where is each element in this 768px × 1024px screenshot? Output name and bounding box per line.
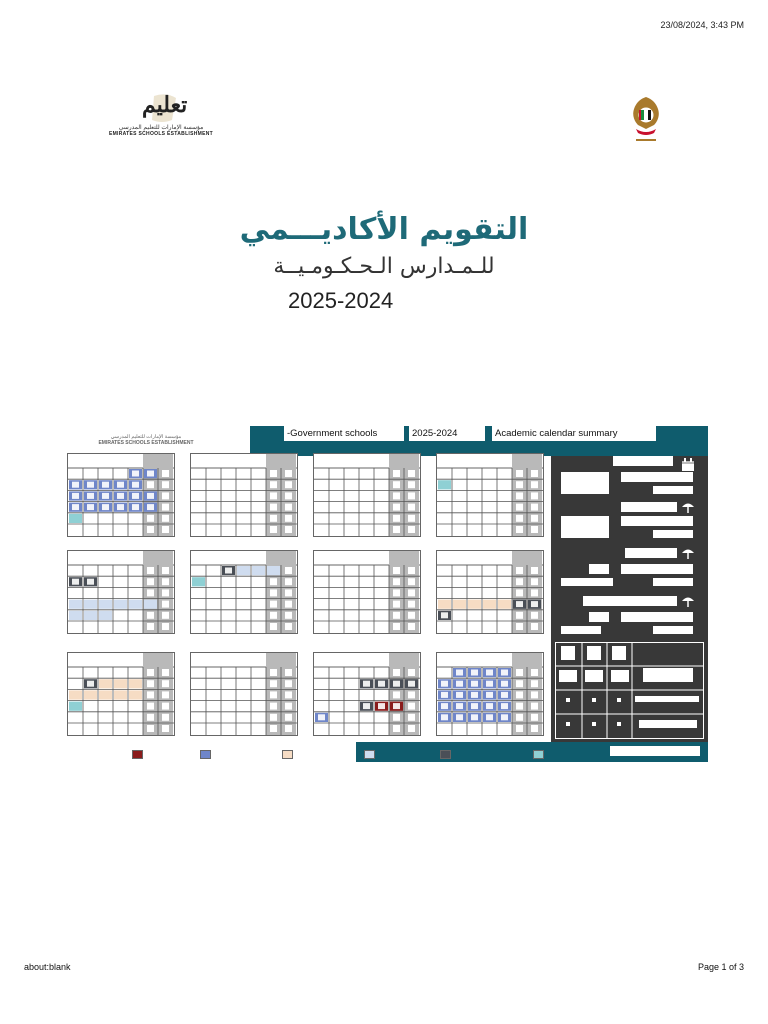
summary-grid — [555, 642, 705, 742]
side-field — [625, 548, 677, 558]
side-field — [561, 626, 601, 634]
side-field — [621, 612, 693, 622]
cover-year: 2025-2024 — [288, 288, 394, 313]
calendar-icon — [681, 458, 695, 472]
side-field — [621, 472, 693, 482]
beach-umbrella-icon — [681, 546, 695, 560]
side-field — [653, 578, 693, 586]
legend-swatch — [132, 750, 143, 759]
emirates-schools-logo — [106, 92, 216, 140]
month-grid — [436, 550, 544, 634]
side-field — [583, 596, 677, 606]
logo-arabic-name: مؤسسة الإمارات للتعليم المدرسي — [118, 125, 204, 131]
legend-swatch — [364, 750, 375, 759]
month-grid — [313, 453, 421, 537]
side-field — [653, 626, 693, 634]
summary-side-panel — [551, 456, 708, 762]
calendar-bottom-bar — [356, 742, 708, 762]
uae-emblem-icon — [628, 95, 664, 143]
side-field — [653, 530, 693, 538]
month-grid — [190, 550, 298, 634]
side-field — [589, 612, 609, 622]
calendar-logo-text: مؤسسة الإمارات للتعليم المدرسي EMIRATES SCHOOLS ESTABLISHMENT — [98, 434, 194, 446]
side-field — [610, 746, 700, 756]
uae-emblem — [628, 95, 664, 143]
beach-umbrella-icon — [681, 594, 695, 608]
legend-swatch — [440, 750, 451, 759]
label-summary: Academic calendar summary — [492, 426, 656, 441]
month-grid — [190, 652, 298, 736]
side-field — [561, 578, 613, 586]
cover-subtitle: للـمـدارس الـحـكـومـيــة — [273, 254, 495, 279]
month-grid — [313, 550, 421, 634]
print-page-number: Page 1 of 3 — [697, 962, 744, 972]
label-government-schools: -Government schools — [284, 426, 404, 441]
month-grid — [313, 652, 421, 736]
cover-title: التقويم الأكاديـــمي — [239, 212, 529, 247]
month-grid — [67, 652, 175, 736]
academic-calendar-summary — [56, 420, 708, 764]
month-grid — [67, 453, 175, 537]
logo-arabic-mark: تعليم — [142, 92, 188, 118]
month-grid — [436, 652, 544, 736]
label-year: 2025-2024 — [409, 426, 485, 441]
side-field — [561, 516, 609, 538]
logo-english-name: EMIRATES SCHOOLS ESTABLISHMENT — [108, 131, 214, 137]
legend-swatch — [282, 750, 293, 759]
legend-swatch — [200, 750, 211, 759]
month-grid — [190, 453, 298, 537]
month-grid — [436, 453, 544, 537]
month-grid — [67, 550, 175, 634]
side-field — [621, 516, 693, 526]
print-url: about:blank — [24, 962, 71, 972]
side-field — [589, 564, 609, 574]
legend-swatch — [533, 750, 544, 759]
print-datetime: 23/08/2024, 3:43 PM — [660, 20, 744, 30]
side-field — [653, 486, 693, 494]
side-field — [621, 502, 677, 512]
side-field — [561, 472, 609, 494]
beach-umbrella-icon — [681, 500, 695, 514]
side-field — [613, 456, 673, 466]
side-field — [621, 564, 693, 574]
